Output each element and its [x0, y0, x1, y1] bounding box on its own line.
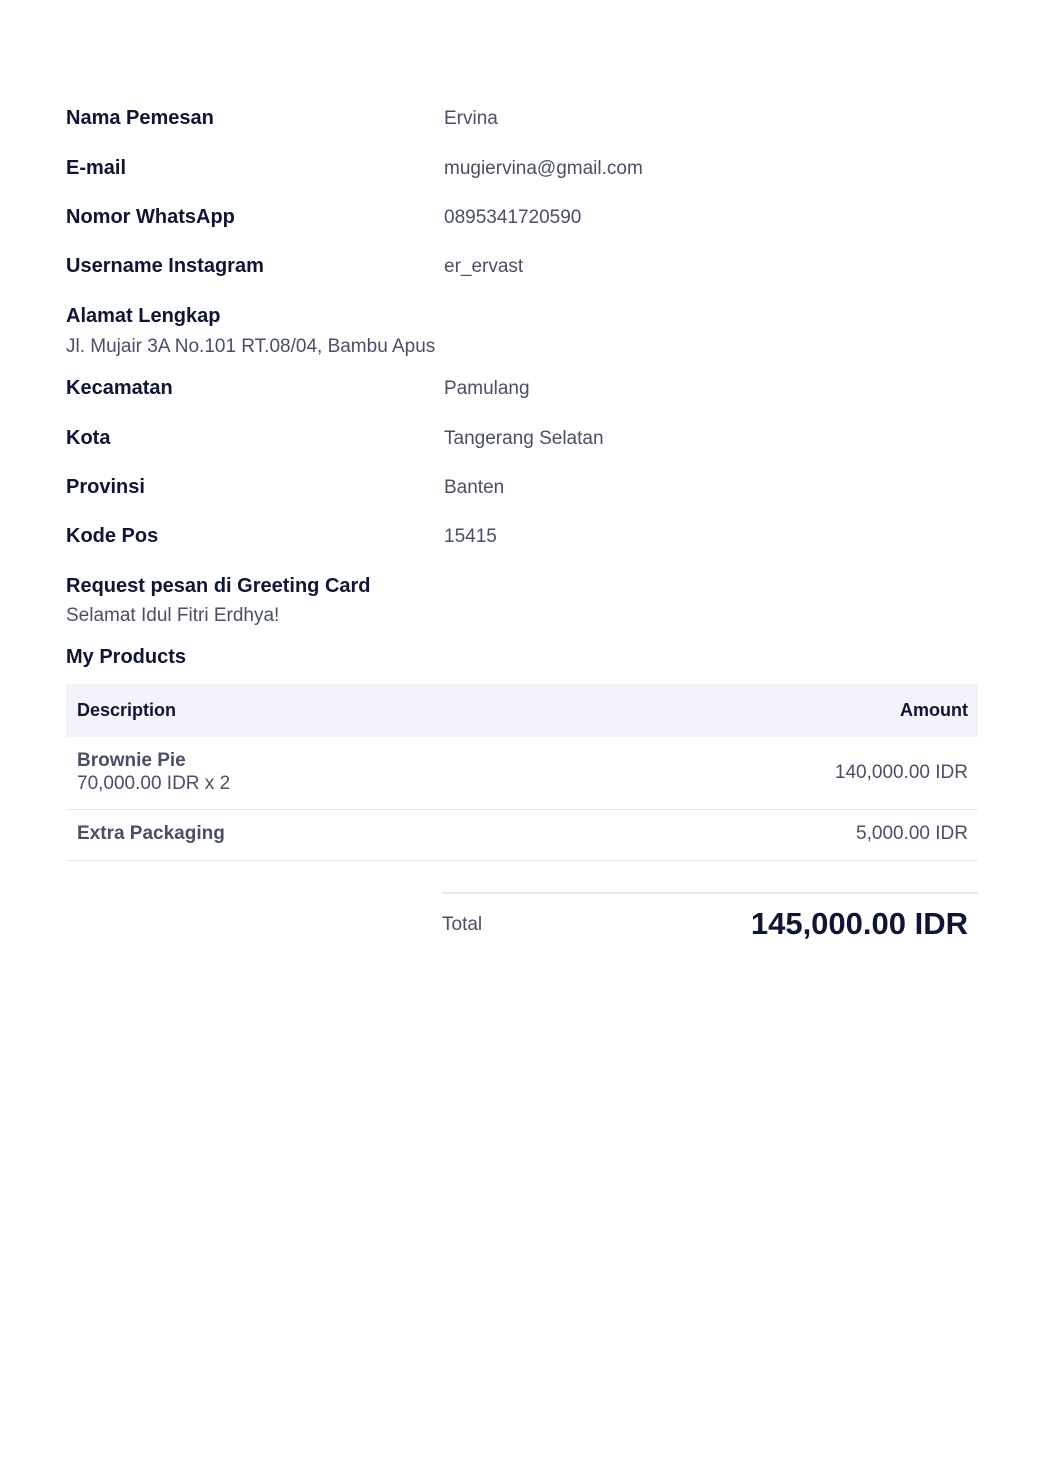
field-kota — [66, 427, 978, 457]
field-label: Kota — [66, 427, 111, 449]
field-value: 0895341720590 — [444, 207, 582, 228]
field-value: er_ervast — [444, 256, 524, 277]
field-label: Kecamatan — [66, 377, 173, 399]
field-nomor-whatsapp — [66, 206, 978, 236]
greeting-card-value: Selamat Idul Fitri Erdhya! — [66, 605, 280, 626]
field-value: Ervina — [444, 108, 498, 129]
column-amount: Amount — [900, 700, 968, 720]
field-kecamatan — [66, 377, 978, 407]
total-value: 145,000.00 IDR — [750, 906, 968, 941]
products-title: My Products — [66, 646, 187, 668]
field-value: Tangerang Selatan — [444, 428, 604, 449]
field-email — [66, 157, 978, 187]
field-label: E-mail — [66, 157, 127, 179]
item-amount: 140,000.00 IDR — [834, 762, 968, 783]
item-name: Extra Packaging — [77, 823, 225, 844]
field-label: Provinsi — [66, 476, 145, 498]
address-value: Jl. Mujair 3A No.101 RT.08/04, Bambu Apus — [66, 336, 436, 357]
total-summary — [442, 892, 978, 954]
item-amount: 5,000.00 IDR — [856, 823, 968, 844]
table-header — [66, 684, 978, 737]
address-label: Alamat Lengkap — [66, 305, 221, 327]
field-nama-pemesan — [66, 107, 978, 137]
field-label: Nama Pemesan — [66, 107, 214, 129]
item-name: Brownie Pie — [77, 750, 186, 771]
total-label: Total — [442, 914, 483, 935]
item-price-quantity: 70,000.00 IDR x 2 — [77, 773, 231, 794]
table-row — [66, 810, 978, 861]
field-label: Username Instagram — [66, 255, 264, 277]
products-table — [66, 684, 978, 861]
column-description: Description — [77, 700, 177, 720]
field-provinsi — [66, 476, 978, 506]
greeting-card-label: Request pesan di Greeting Card — [66, 575, 371, 597]
field-value: mugiervina@gmail.com — [444, 158, 643, 179]
field-kode-pos — [66, 525, 978, 555]
field-label: Nomor WhatsApp — [66, 206, 235, 228]
field-label: Kode Pos — [66, 525, 159, 547]
field-value: Pamulang — [444, 378, 530, 399]
field-value: 15415 — [444, 526, 497, 547]
field-value: Banten — [444, 477, 505, 498]
table-row — [66, 737, 978, 810]
field-username-instagram — [66, 255, 978, 285]
